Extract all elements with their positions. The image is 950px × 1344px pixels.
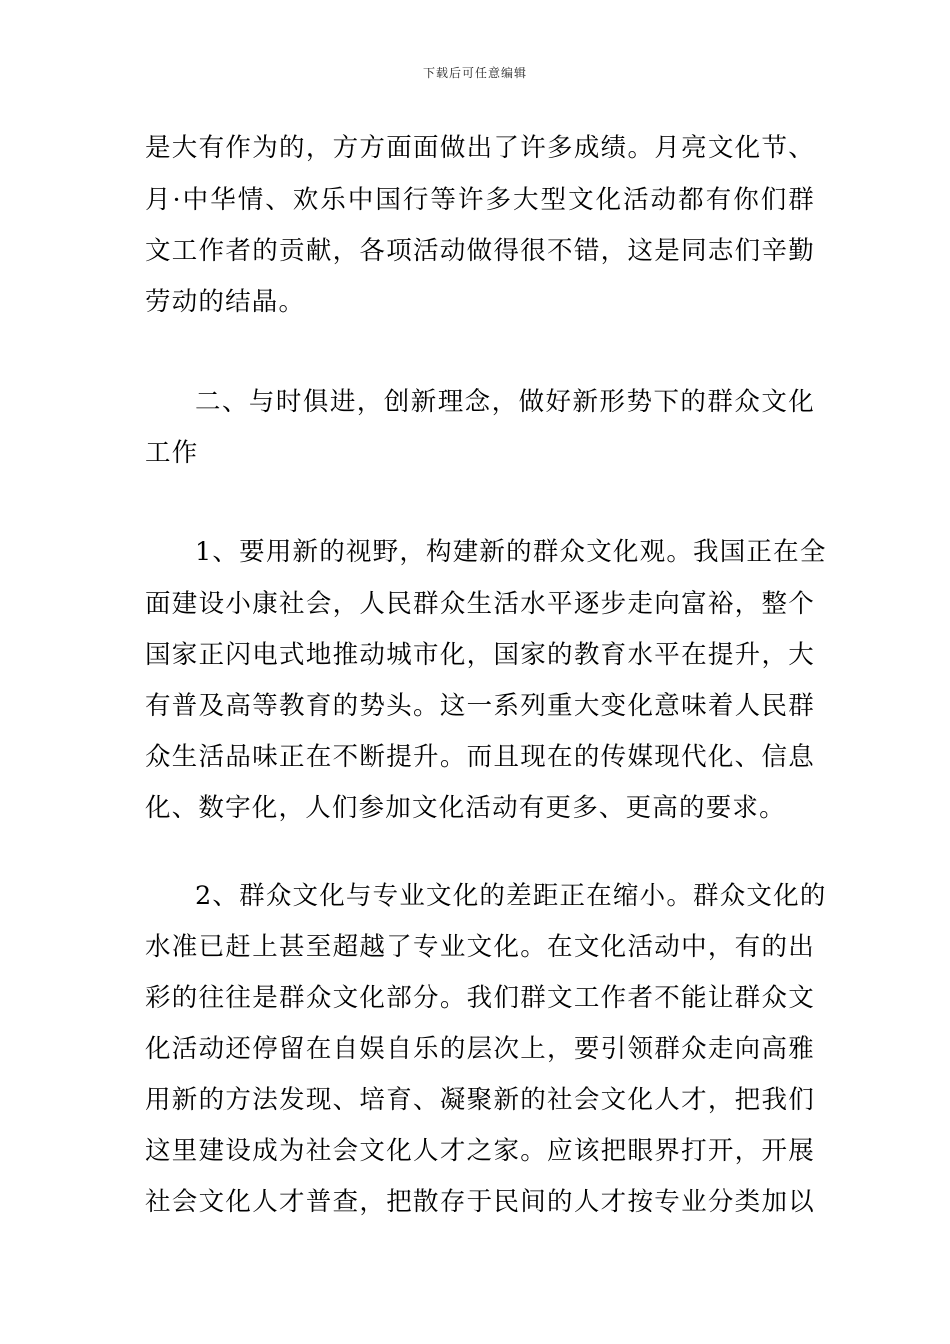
paragraph-line: 劳动的结晶。 xyxy=(145,287,306,317)
paragraph-line: 2、群众文化与专业文化的差距正在缩小。群众文化的 xyxy=(195,881,827,911)
paragraph-line: 化、数字化，人们参加文化活动有更多、更高的要求。 xyxy=(145,793,786,823)
paragraph-line: 彩的往往是群众文化部分。我们群文工作者不能让群众文 xyxy=(145,983,815,1013)
paragraph-line: 用新的方法发现、培育、凝聚新的社会文化人才，把我们 xyxy=(145,1085,815,1115)
paragraph-line: 这里建设成为社会文化人才之家。应该把眼界打开，开展 xyxy=(145,1136,815,1166)
paragraph-line: 是大有作为的，方方面面做出了许多成绩。月亮文化节、 xyxy=(145,133,815,163)
paragraph-line: 面建设小康社会，人民群众生活水平逐步走向富裕，整个 xyxy=(145,589,815,619)
paragraph-line: 社会文化人才普查，把散存于民间的人才按专业分类加以 xyxy=(145,1187,815,1217)
header-note: 下载后可任意编辑 xyxy=(422,66,527,80)
paragraph-line: 有普及高等教育的势头。这一系列重大变化意味着人民群 xyxy=(145,691,815,721)
paragraph-line: 众生活品味正在不断提升。而且现在的传媒现代化、信息 xyxy=(145,742,815,772)
section-heading-line: 工作 xyxy=(145,438,199,468)
section-heading-line: 二、与时俱进，创新理念，做好新形势下的群众文化 xyxy=(195,387,815,417)
paragraph-line: 水准已赶上甚至超越了专业文化。在文化活动中，有的出 xyxy=(145,932,815,962)
paragraph-line: 月·中华情、欢乐中国行等许多大型文化活动都有你们群 xyxy=(145,185,815,215)
paragraph-line: 国家正闪电式地推动城市化，国家的教育水平在提升，大 xyxy=(145,640,815,670)
paragraph-line: 化活动还停留在自娱自乐的层次上，要引领群众走向高雅 xyxy=(145,1034,815,1064)
paragraph-line: 文工作者的贡献，各项活动做得很不错，这是同志们辛勤 xyxy=(145,236,815,266)
paragraph-line: 1、要用新的视野，构建新的群众文化观。我国正在全 xyxy=(195,537,827,567)
